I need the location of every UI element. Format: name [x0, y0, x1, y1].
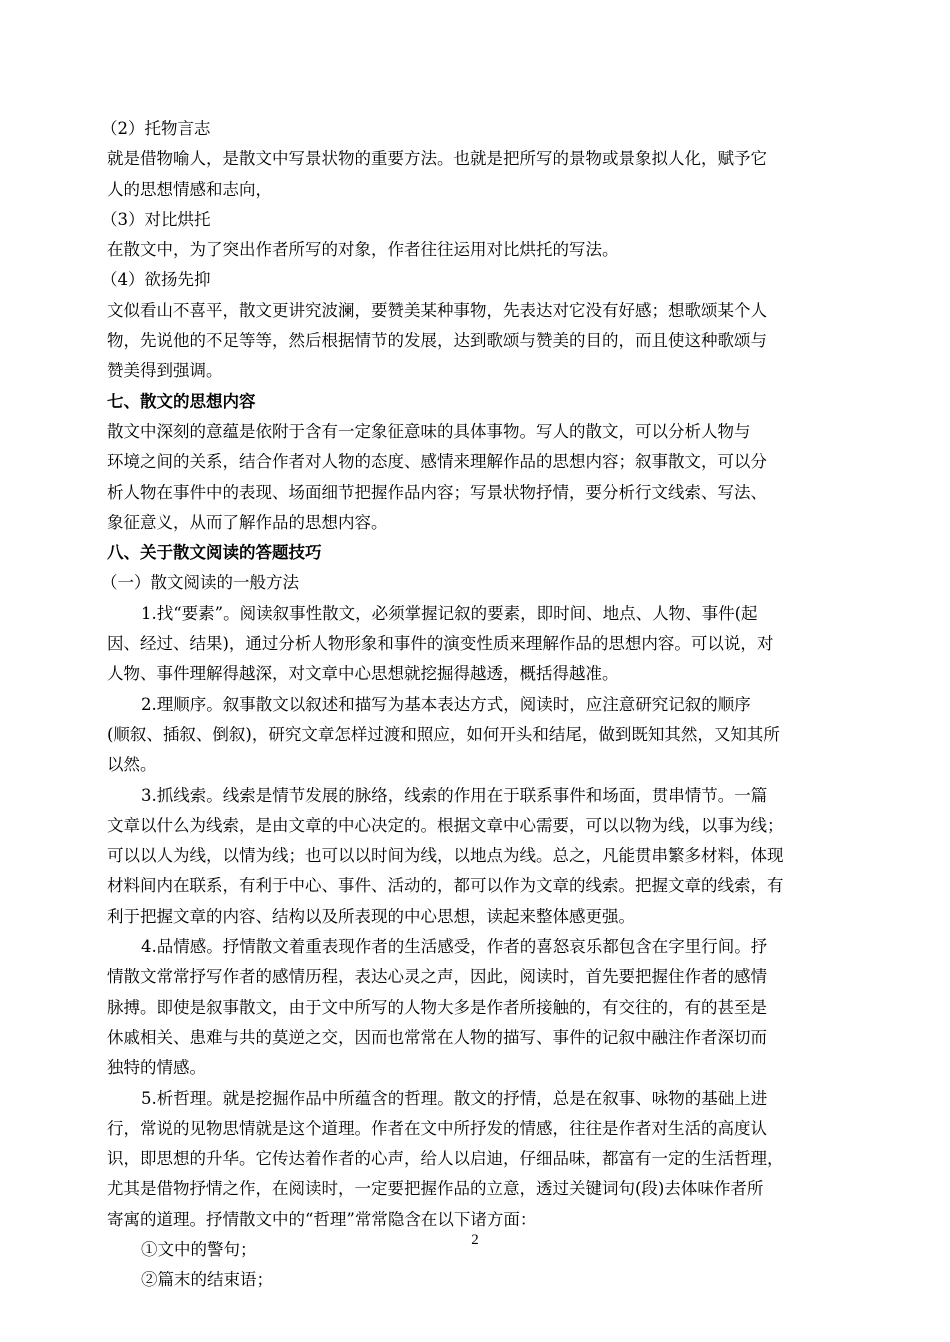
subsection-label: （4）欲扬先抑 [101, 270, 211, 290]
body-text-line: 文章以什么为线索，是由文章的中心决定的。根据文章中心需要，可以以物为线，以事为线； [107, 815, 784, 835]
body-text-line: 材料间内在联系，有利于中心、事件、活动的，都可以作为文章的线索。把握文章的线索，有 [107, 876, 784, 896]
body-text-line: 物，先说他的不足等等，然后根据情节的发展，达到歌颂与赞美的目的，而且使这种歌颂与 [107, 331, 767, 351]
body-text-line: 环境之间的关系，结合作者对人物的态度、感情来理解作品的思想内容；叙事散文，可以分 [107, 452, 767, 472]
body-text-line: 脉搏。即使是叙事散文，由于文中所写的人物大多是作者所接触的，有交往的，有的甚至是 [107, 997, 767, 1017]
body-text-line: 人物、事件理解得越深，对文章中心思想就挖掘得越透，概括得越准。 [107, 664, 619, 684]
page-content [101, 114, 849, 1296]
body-text-line: 独特的情感。 [107, 1058, 206, 1078]
body-text-line: (顺叙、插叙、倒叙)，研究文章怎样过渡和照应，如何开头和结尾，做到既知其然，又知其所 [107, 724, 780, 744]
paragraph-first-line: 5.析哲理。就是挖掘作品中所蕴含的哲理。散文的抒情，总是在叙事、咏物的基础上进 [141, 1088, 768, 1108]
paragraph-first-line: ①文中的警句； [141, 1239, 257, 1259]
section-heading: 七、散文的思想内容 [107, 391, 256, 411]
body-text-line: 象征意义，从而了解作品的思想内容。 [107, 512, 388, 532]
body-text-line: 以然。 [107, 755, 157, 775]
body-text-line: 可以以人为线，以情为线；也可以以时间为线，以地点为线。总之，凡能贯串繁多材料，体现 [107, 846, 784, 866]
body-text-line: 在散文中，为了突出作者所写的对象，作者往往运用对比烘托的写法。 [107, 240, 619, 260]
body-text-line: 寄寓的道理。抒情散文中的“哲理”常常隐含在以下诸方面： [107, 1209, 537, 1229]
paragraph-first-line: 2.理顺序。叙事散文以叙述和描写为基本表达方式，阅读时，应注意研究记叙的顺序 [141, 694, 751, 714]
subsection-label: （3）对比烘托 [101, 209, 211, 229]
body-text-line: 识，即思想的升华。它传达着作者的心声，给人以启迪，仔细品味，都富有一定的生活哲理， [107, 1149, 784, 1169]
paragraph-first-line: ②篇末的结束语； [141, 1270, 273, 1290]
paragraph-first-line: 3.抓线索。线索是情节发展的脉络，线索的作用在于联系事件和场面，贯串情节。一篇 [141, 785, 768, 805]
body-text-line: 休戚相关、患难与共的莫逆之交，因而也常常在人物的描写、事件的记叙中融注作者深切而 [107, 1027, 767, 1047]
body-text-line: 因、经过、结果)，通过分析人物形象和事件的演变性质来理解作品的思想内容。可以说，对 [107, 634, 774, 654]
body-text-line: 散文中深刻的意蕴是依附于含有一定象征意味的具体事物。写人的散文，可以分析人物与 [107, 421, 751, 441]
body-text-line: 人的思想情感和志向， [107, 179, 272, 199]
section-heading: 八、关于散文阅读的答题技巧 [107, 543, 322, 563]
body-text-line: 就是借物喻人，是散文中写景状物的重要方法。也就是把所写的景物或景象拟人化，赋予它 [107, 149, 767, 169]
subsection-label: （一）散文阅读的一般方法 [101, 573, 299, 593]
body-text-line: 析人物在事件中的表现、场面细节把握作品内容；写景状物抒情，要分析行文线索、写法、 [107, 482, 767, 502]
body-text-line: 情散文常常抒写作者的感情历程，表达心灵之声，因此，阅读时，首先要把握住作者的感情 [107, 967, 767, 987]
paragraph-first-line: 1.找“要素”。阅读叙事性散文，必须掌握记叙的要素，即时间、地点、人物、事件(起 [141, 603, 758, 623]
body-text-line: 行，常说的见物思情就是这个道理。作者在文中所抒发的情感，往往是作者对生活的高度认 [107, 1118, 767, 1138]
paragraph-first-line: 4.品情感。抒情散文着重表现作者的生活感受，作者的喜怒哀乐都包含在字里行间。抒 [141, 937, 768, 957]
body-text-line: 赞美得到强调。 [107, 361, 223, 381]
body-text-line: 文似看山不喜平，散文更讲究波澜，要赞美某种事物，先表达对它没有好感；想歌颂某个人 [107, 300, 767, 320]
body-text-line: 利于把握文章的内容、结构以及所表现的中心思想，读起来整体感更强。 [107, 906, 635, 926]
body-text-line: 尤其是借物抒情之作，在阅读时，一定要把握作品的立意，透过关键词句(段)去体味作者所 [107, 1179, 764, 1199]
page-number: 2 [471, 1232, 479, 1248]
subsection-label: （2）托物言志 [101, 119, 211, 138]
